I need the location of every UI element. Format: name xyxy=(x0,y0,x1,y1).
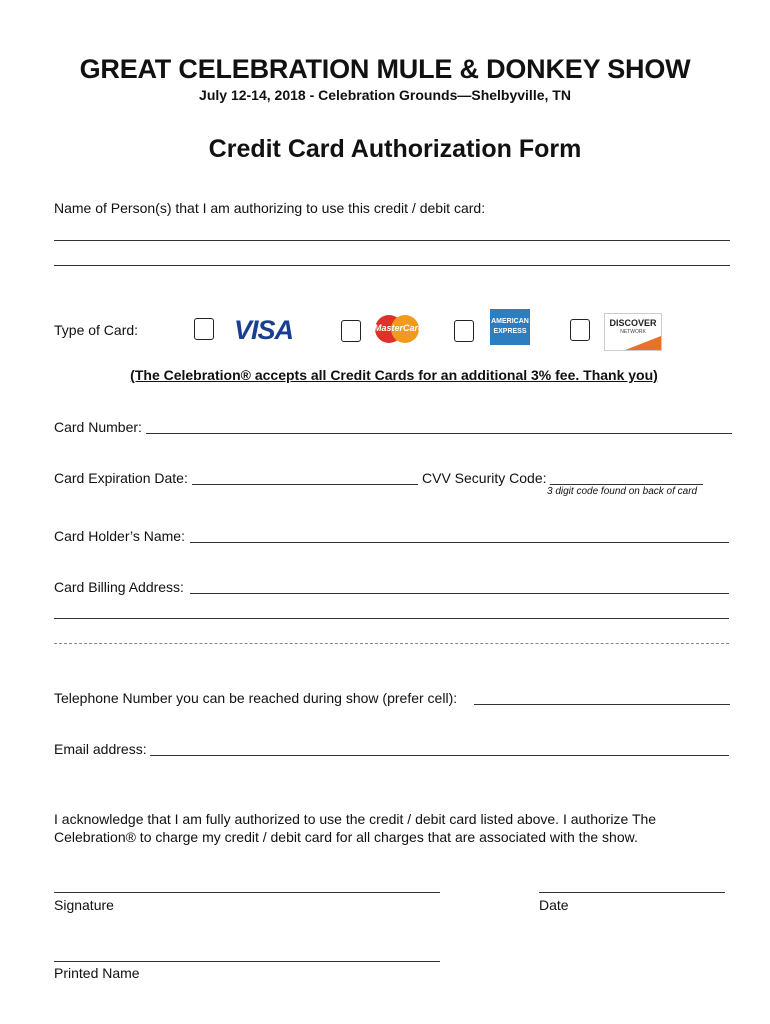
email-label: Email address: xyxy=(54,741,147,757)
email-line[interactable] xyxy=(150,755,729,756)
authorized-persons-line-2[interactable] xyxy=(54,265,730,266)
date-line[interactable] xyxy=(539,892,725,893)
authorized-persons-label: Name of Person(s) that I am authorizing to use this credit / debit card: xyxy=(54,200,486,216)
card-number-label: Card Number: xyxy=(54,419,142,435)
amex-logo-line2: EXPRESS xyxy=(493,328,527,335)
card-number-line[interactable] xyxy=(146,433,732,434)
date-label: Date xyxy=(539,897,569,913)
mastercard-logo xyxy=(374,314,424,344)
card-type-label: Type of Card: xyxy=(54,322,139,338)
signature-label: Signature xyxy=(54,897,114,913)
holder-name-line[interactable] xyxy=(190,542,729,543)
expiration-label: Card Expiration Date: xyxy=(54,470,188,486)
telephone-label: Telephone Number you can be reached during show (prefer cell): xyxy=(54,690,458,706)
discover-logo-text: DISCOVER xyxy=(609,318,657,328)
discover-checkbox[interactable] xyxy=(570,319,590,341)
amex-logo xyxy=(490,309,530,345)
billing-address-line-2[interactable] xyxy=(54,618,729,619)
telephone-line[interactable] xyxy=(474,704,730,705)
printed-name-label: Printed Name xyxy=(54,965,140,981)
event-subtitle: July 12-14, 2018 - Celebration Grounds—Shelbyville, TN xyxy=(199,87,571,103)
billing-address-line-3[interactable] xyxy=(54,643,729,644)
discover-logo xyxy=(604,313,662,351)
holder-name-label: Card Holder’s Name: xyxy=(54,528,185,544)
mastercard-checkbox[interactable] xyxy=(341,320,361,342)
billing-address-line-1[interactable] xyxy=(190,593,729,594)
printed-name-line[interactable] xyxy=(54,961,440,962)
fee-notice: (The Celebration® accepts all Credit Cards for an additional 3% fee. Thank you) xyxy=(130,367,658,383)
discover-logo-subtext: NETWORK xyxy=(620,329,646,335)
acknowledgement-text: I acknowledge that I am fully authorized to use the credit / debit card listed above. I authorize The Celebration® to charge my credit / debit card for all charges that are associated with the show. xyxy=(54,811,657,845)
mastercard-logo-text: MasterCard xyxy=(374,323,424,333)
visa-checkbox[interactable] xyxy=(194,318,214,340)
authorized-persons-line-1[interactable] xyxy=(54,240,730,241)
event-title: GREAT CELEBRATION MULE & DONKEY SHOW xyxy=(79,54,691,84)
billing-address-label: Card Billing Address: xyxy=(54,579,184,595)
cvv-line[interactable] xyxy=(550,484,703,485)
amex-checkbox[interactable] xyxy=(454,320,474,342)
expiration-line[interactable] xyxy=(192,484,418,485)
signature-line[interactable] xyxy=(54,892,440,893)
form-title: Credit Card Authorization Form xyxy=(208,135,582,163)
amex-logo-line1: AMERICAN xyxy=(491,318,529,325)
cvv-label: CVV Security Code: xyxy=(422,470,547,486)
visa-logo: VISA xyxy=(234,315,294,345)
cvv-note: 3 digit code found on back of card xyxy=(547,486,698,497)
